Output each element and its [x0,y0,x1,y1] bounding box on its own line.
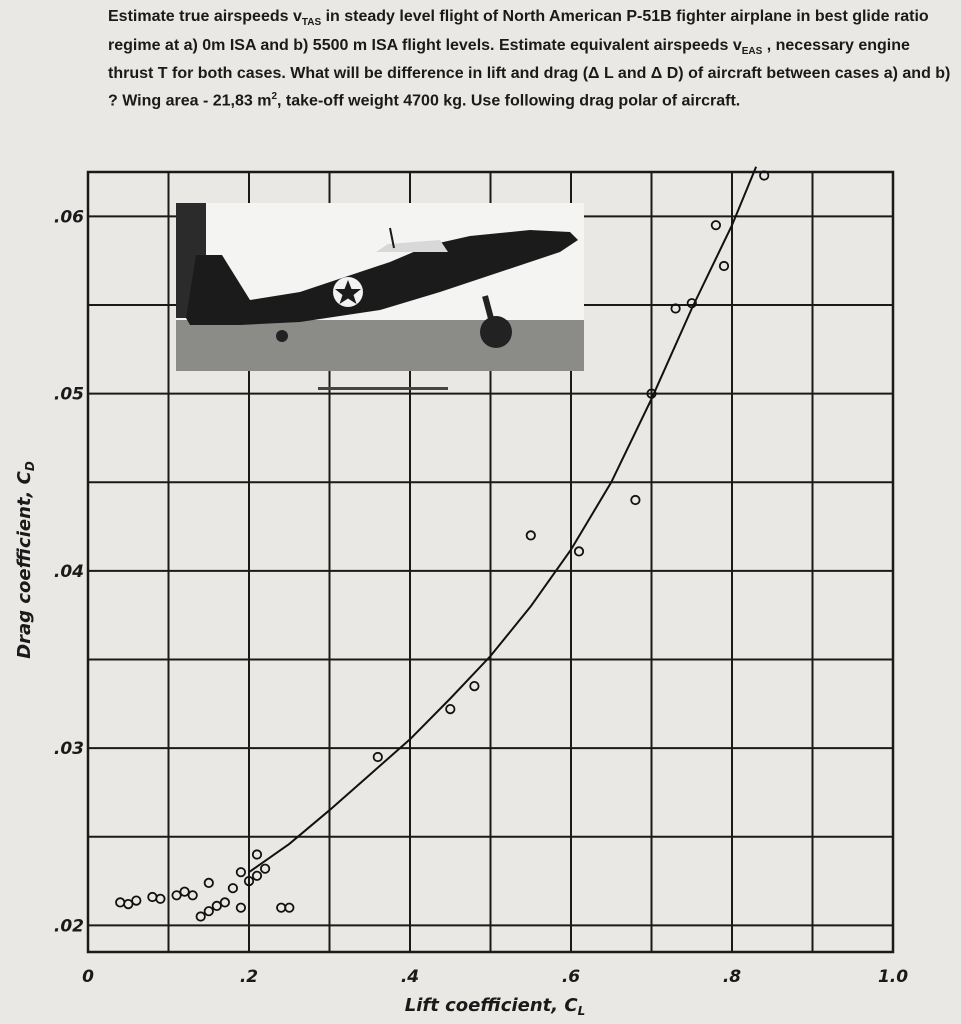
data-point [575,547,583,555]
photo-ground [176,320,584,371]
x-tick-label: 0 [82,967,94,987]
data-point [261,865,269,873]
y-tick-label: .05 [53,384,84,405]
mustang-main-wheel [480,316,512,348]
data-point [148,893,156,901]
x-tick-label: 1.0 [877,967,909,987]
mustang-tail-wheel [276,330,288,342]
p51-mustang-photo [176,203,584,390]
data-point [189,891,197,899]
data-point [197,912,205,920]
photo-caption-smudge [318,387,448,390]
eas-subscript: EAS [741,45,763,57]
data-point [213,902,221,910]
y-tick-label: .06 [53,207,84,228]
data-point [205,879,213,887]
problem-text-1: Estimate true airspeeds v [108,8,302,25]
y-tick-label: .02 [53,916,84,937]
x-tick-label: .4 [400,967,420,987]
data-point [446,705,454,713]
y-tick-label: .03 [53,739,84,760]
y-axis-label: Drag coefficient, $C_D$ [14,461,37,659]
data-point [156,895,164,903]
data-point [277,904,285,912]
tas-subscript: TAS [301,17,322,29]
problem-text-2: in steady level flight of North American P-51B fighter airplane in best glide ratio regime at a) 0m ISA and b) 5500 m ISA flight levels. Estimate equivalent airspeeds v [108,8,929,54]
data-point [253,872,261,880]
problem-text-3: , necessary engine thrust T for both cases. What will be difference in lift and drag (Δ L and Δ D) of aircraft between cases a) and b) ? Wing area - 21,83 m [108,36,951,110]
data-point [470,682,478,690]
data-point [527,531,535,539]
data-point [237,904,245,912]
x-tick-label: .6 [561,967,581,987]
data-point [374,753,382,761]
data-point [132,896,140,904]
data-point [172,891,180,899]
area-superscript: 2 [271,90,278,102]
x-tick-label: .2 [239,967,259,987]
data-point [712,221,720,229]
y-tick-labels [54,207,84,936]
data-point [285,904,293,912]
data-point [631,496,639,504]
x-tick-label: .8 [722,967,742,987]
y-tick-label: .04 [53,561,84,582]
data-point [205,907,213,915]
data-point [237,868,245,876]
data-point [116,898,124,906]
problem-text-4: , take-off weight 4700 kg. Use following drag polar of aircraft. [277,92,741,110]
data-point [229,884,237,892]
x-tick-labels [82,967,908,987]
data-point [221,898,229,906]
data-point [253,850,261,858]
data-point [720,262,728,270]
x-axis-label: Lift coefficient, $C_L$ [404,995,586,1018]
data-point [180,888,188,896]
